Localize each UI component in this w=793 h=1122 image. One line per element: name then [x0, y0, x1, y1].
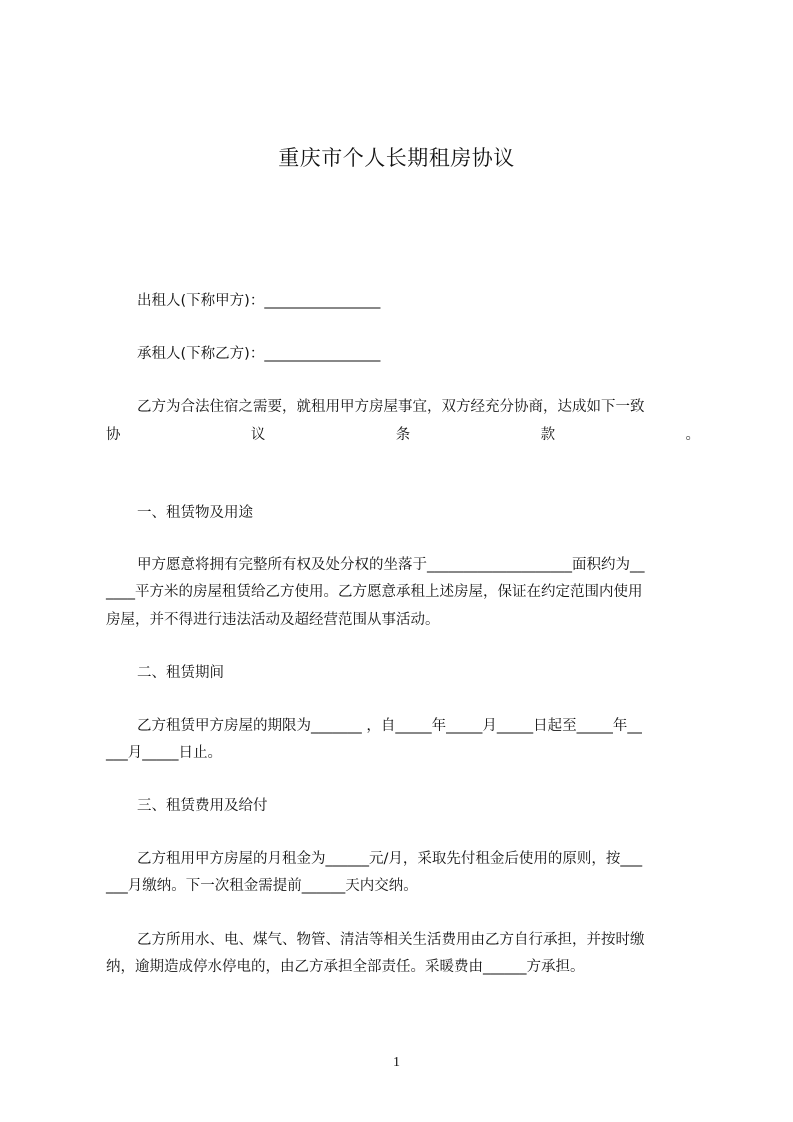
section-3-heading: 三、租赁费用及给付: [137, 798, 268, 814]
section-3-p2-line-2: 纳，逾期造成停水停电的，由乙方承担全部责任。采暖费由______方承担。: [106, 959, 585, 975]
section-1-line-2: ____平方米的房屋租赁给乙方使用。乙方愿意承租上述房屋，保证在约定范围内使用: [106, 584, 643, 600]
section-2-line-2: ___月_____日止。: [106, 745, 222, 761]
intro-char: 议: [250, 427, 266, 443]
intro-char: 协: [106, 427, 121, 443]
section-3-p1-line-1: 乙方租用甲方房屋的月租金为______元/月，采取先付租金后使用的原则，按___: [137, 851, 643, 867]
section-1-line-3: 房屋，并不得进行违法活动及超经营范围从事活动。: [106, 612, 440, 628]
intro-char: 条: [395, 427, 411, 443]
section-2-line-1: 乙方租赁甲方房屋的期限为_______ ，自_____年_____月_____日起至_____年__: [137, 718, 642, 734]
intro-char: 款: [540, 427, 556, 443]
lessor-field: 出租人(下称甲方)：________________: [137, 293, 381, 309]
page-title: 重庆市个人长期租房协议: [278, 146, 515, 170]
intro-paragraph-line-1: 乙方为合法住宿之需要，就租用甲方房屋事宜，双方经充分协商，达成如下一致: [137, 399, 645, 415]
section-3-p2-line-1: 乙方所用水、电、煤气、物管、清洁等相关生活费用由乙方自行承担，并按时缴: [137, 932, 645, 948]
section-3-p1-line-2: ___月缴纳。下一次租金需提前______天内交纳。: [106, 878, 418, 894]
section-2-heading: 二、租赁期间: [137, 665, 224, 681]
intro-paragraph-line-2: [106, 425, 700, 445]
intro-char: 。: [685, 427, 700, 443]
page-number: 1: [393, 1055, 400, 1070]
lessee-field: 承租人(下称乙方)：________________: [137, 346, 381, 362]
section-1-line-1: 甲方愿意将拥有完整所有权及处分权的坐落于____________________面积约为__: [137, 557, 645, 573]
section-1-heading: 一、租赁物及用途: [137, 505, 253, 521]
